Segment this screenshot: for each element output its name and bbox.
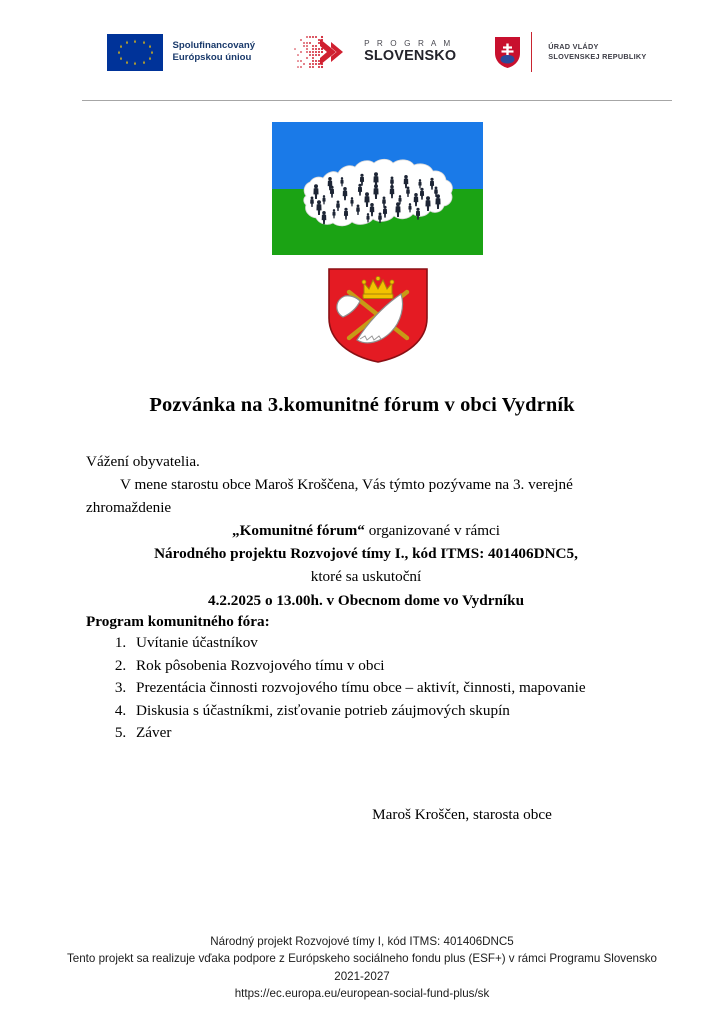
greeting-line: Vážení obyvatelia. [86, 453, 200, 470]
eu-logo-line2: Európskou úniou [172, 52, 252, 63]
header-divider-rule [82, 100, 672, 101]
forum-name-line [86, 519, 646, 542]
eu-star-icon [149, 45, 151, 48]
page-title: Pozvánka na 3.komunitné fórum v obci Vydrník [149, 394, 575, 416]
eu-logo-text [172, 40, 255, 65]
forum-name-rest: organizované v rámci [364, 522, 500, 540]
footer-line-1: Národný projekt Rozvojové tímy I, kód ITMS: 401406DNC5 [210, 935, 514, 948]
program-slovensko-logo [293, 35, 456, 69]
eu-star-icon [120, 45, 122, 48]
invitation-body [86, 450, 646, 612]
footer-line-3: 2021-2027 [334, 969, 390, 983]
eu-star-icon [143, 60, 145, 63]
government-office-text [548, 42, 646, 62]
government-office-line2: SLOVENSKEJ REPUBLIKY [548, 52, 647, 61]
list-item: 2. Rok pôsobenia Rozvojového tímu v obci [130, 655, 690, 678]
footer-url[interactable]: https://ec.europa.eu/european-social-fund-plus/sk [234, 987, 490, 1001]
eu-star-icon [118, 51, 120, 54]
project-line: Národného projektu Rozvojové tímy I., kód ITMS: 401406DNC5, [154, 545, 578, 563]
program-heading: Program komunitného fóra: [86, 613, 270, 630]
eu-star-icon [149, 56, 151, 59]
datetime-line: 4.2.2025 o 13.00h. v Obecnom dome vo Vydrníku [207, 591, 525, 609]
list-item: 5. Záver [130, 722, 690, 745]
eu-star-icon [143, 41, 145, 44]
forum-name-quoted: „Komunitné fórum“ [232, 522, 365, 540]
eu-star-icon [126, 41, 128, 44]
footer-line-2: Tento projekt sa realizuje vďaka podpore z Európskeho sociálneho fondu plus (ESF+) v rámci Programu Slovensko [66, 952, 658, 966]
eu-star-icon [134, 39, 136, 42]
list-item: 3. Prezentácia činnosti rozvojového tímu obce – aktivít, činnosti, mapovanie [130, 677, 690, 700]
slovak-coat-of-arms-shield-icon [494, 36, 521, 69]
eu-star-icon [134, 62, 136, 65]
person-figure-icon [416, 208, 420, 220]
eu-flag-icon [107, 34, 163, 71]
program-list [86, 632, 690, 745]
page-footer [0, 933, 724, 1003]
program-slovensko-line1: P R O G R A M [364, 38, 453, 48]
logo-divider [531, 32, 532, 72]
eu-star-icon [120, 56, 122, 59]
government-office-line1: ÚRAD VLÁDY [548, 41, 599, 51]
header-logo-bar [82, 27, 672, 77]
list-item: 4. Diskusia s účastníkmi, zisťovanie potrieb záujmových skupín [130, 700, 690, 723]
signature-line: Maroš Kroščen, starosta obce [372, 806, 552, 823]
program-slovensko-line2: SLOVENSKO [364, 47, 457, 64]
eu-cofunding-logo [107, 34, 255, 71]
eu-logo-line1: Spolufinancovaný [172, 39, 256, 51]
vydrnik-coat-of-arms [323, 266, 433, 364]
government-office-logo [494, 32, 646, 72]
program-slovensko-text [364, 40, 456, 64]
invitation-line: V mene starostu obce Maroš Kroščena, Vás týmto pozývame na 3. verejné zhromaždenie [86, 476, 573, 517]
eu-star-icon [151, 51, 153, 54]
which-takes-place-line: ktoré sa uskutoční [310, 568, 422, 586]
slovakia-map-banner [272, 122, 483, 255]
program-slovensko-chevron-icon [293, 35, 355, 69]
eu-star-icon [126, 60, 128, 63]
list-item: 1. Uvítanie účastníkov [130, 632, 690, 655]
